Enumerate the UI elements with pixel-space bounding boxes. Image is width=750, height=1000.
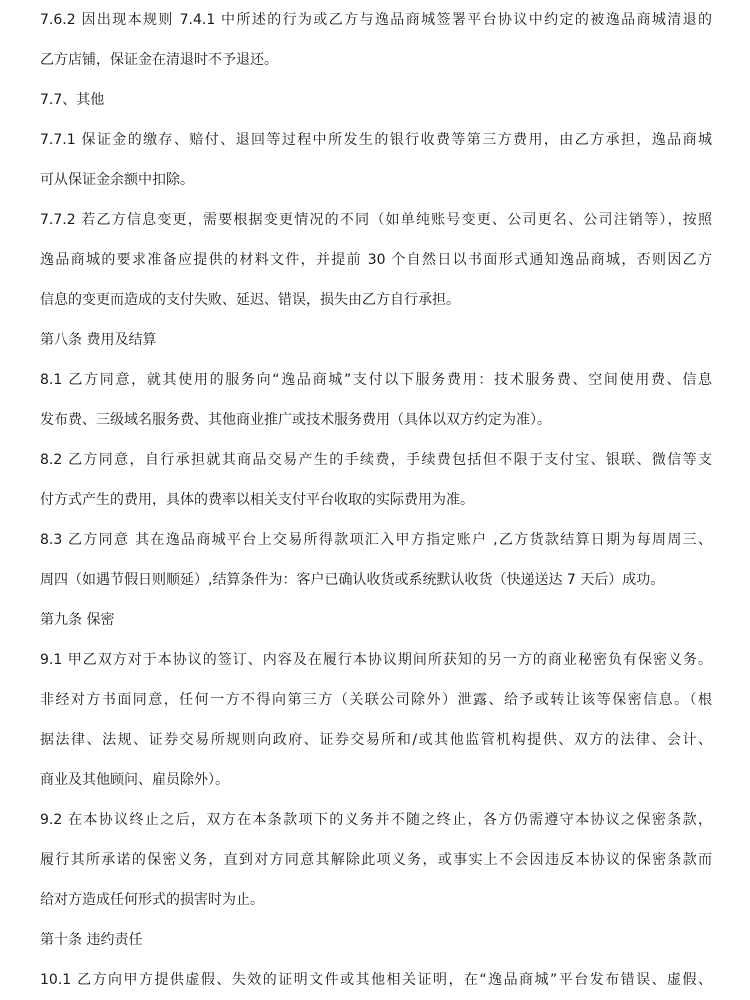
text-line: 可从保证金余额中扣除。 (40, 172, 194, 188)
clause-7-7-1 (40, 120, 712, 200)
clause-8-2 (40, 440, 712, 520)
article-8-heading (40, 320, 712, 360)
text-line: 给对方造成任何形式的损害时为止。 (40, 892, 264, 908)
text-line: 乙方店铺，保证金在清退时不予退还。 (40, 52, 278, 68)
text-line: 7.7.1 保证金的缴存、赔付、退回等过程中所发生的银行收费等第三方费用，由乙方承担，逸品商城 (40, 132, 712, 148)
text-line: 信息的变更而造成的支付失败、延迟、错误，损失由乙方自行承担。 (40, 292, 460, 308)
clause-7-6-2 (40, 0, 712, 80)
clause-7-7-2 (40, 200, 712, 320)
text-line: 逸品商城的要求准备应提供的材料文件，并提前 30 个自然日以书面形式通知逸品商城，否则因乙方 (40, 252, 712, 268)
article-heading: 第八条 费用及结算 (40, 332, 157, 348)
text-line: 8.1 乙方同意，就其使用的服务向“逸品商城”支付以下服务费用：技术服务费、空间使用费、信息 (40, 372, 712, 388)
article-heading: 第九条 保密 (40, 612, 115, 628)
text-line: 履行其所承诺的保密义务，直到对方同意其解除此项义务，或事实上不会因违反本协议的保密条款而 (40, 852, 712, 868)
text-line: 付方式产生的费用，具体的费率以相关支付平台收取的实际费用为准。 (40, 492, 474, 508)
text-line: 周四（如遇节假日则顺延）,结算条件为：客户已确认收货或系统默认收货（快递送达 7 天后）成功。 (40, 572, 665, 588)
clause-8-3 (40, 520, 712, 600)
text-line: 据法律、法规、证券交易所规则向政府、证券交易所和/或其他监管机构提供、双方的法律、会计、 (40, 732, 712, 748)
document-page (40, 0, 712, 1000)
text-line: 10.1 乙方向甲方提供虚假、失效的证明文件或其他相关证明，在“逸品商城”平台发布错误、虚假、 (40, 972, 712, 988)
article-9-heading (40, 600, 712, 640)
clause-9-2 (40, 800, 712, 920)
text-line: 商业及其他顾问、雇员除外）。 (40, 772, 229, 788)
section-heading: 7.7、其他 (40, 92, 105, 108)
text-line: 7.7.2 若乙方信息变更，需要根据变更情况的不同（如单纯账号变更、公司更名、公司注销等），按照 (40, 212, 712, 228)
text-line: 8.2 乙方同意，自行承担就其商品交易产生的手续费，手续费包括但不限于支付宝、银联、微信等支 (40, 452, 712, 468)
text-line: 8.3 乙方同意 其在逸品商城平台上交易所得款项汇入甲方指定账户 ,乙方货款结算日期为每周周三、 (40, 532, 712, 548)
text-line: 9.1 甲乙双方对于本协议的签订、内容及在履行本协议期间所获知的另一方的商业秘密负有保密义务。 (40, 652, 712, 668)
clause-10-1 (40, 960, 712, 1000)
article-10-heading (40, 920, 712, 960)
article-heading: 第十条 违约责任 (40, 932, 143, 948)
clause-9-1 (40, 640, 712, 800)
text-line: 发布费、三级域名服务费、其他商业推广或技术服务费用（具体以双方约定为准）。 (40, 412, 551, 428)
clause-8-1 (40, 360, 712, 440)
text-line: 9.2 在本协议终止之后，双方在本条款项下的义务并不随之终止，各方仍需遵守本协议之保密条款， (40, 812, 712, 828)
text-line: 7.6.2 因出现本规则 7.4.1 中所述的行为或乙方与逸品商城签署平台协议中约定的被逸品商城清退的 (40, 12, 712, 28)
text-line: 非经对方书面同意，任何一方不得向第三方（关联公司除外）泄露、给予或转让该等保密信息。（根 (40, 692, 712, 708)
section-heading-7-7 (40, 80, 712, 120)
